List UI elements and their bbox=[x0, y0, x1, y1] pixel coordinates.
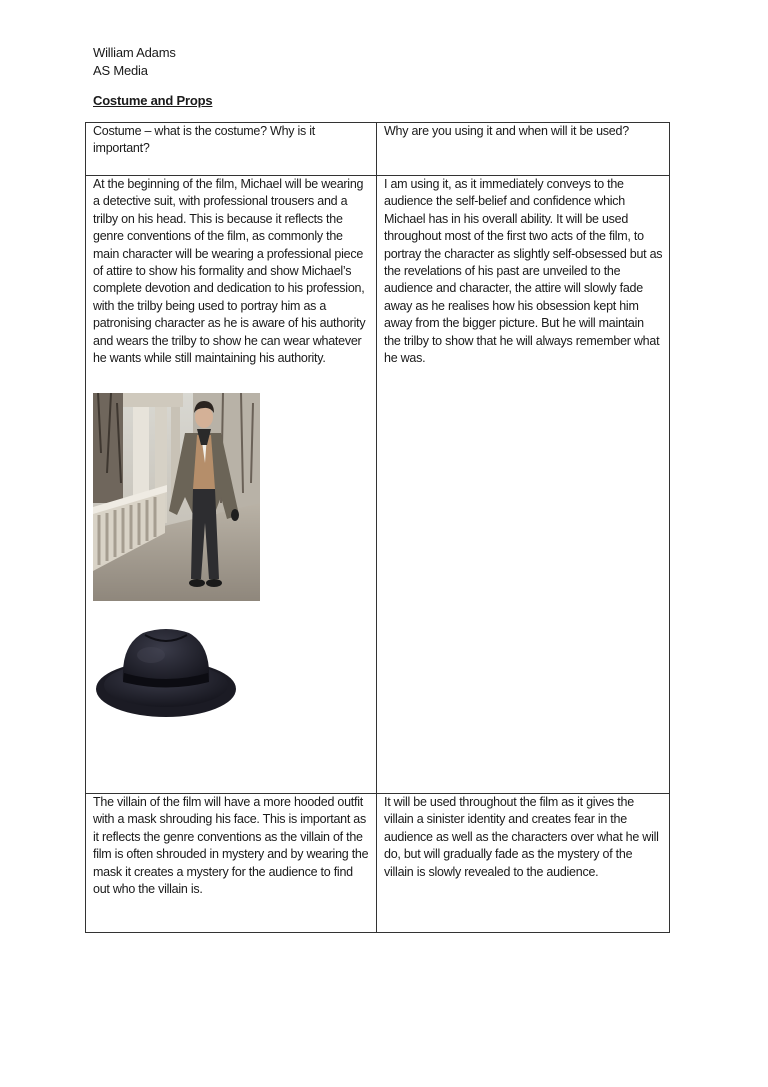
course-name: AS Media bbox=[93, 63, 148, 78]
author-name: William Adams bbox=[93, 45, 176, 60]
document-header bbox=[93, 44, 176, 80]
detective-suit-photo bbox=[93, 393, 260, 601]
header-cell-costume: Costume – what is the costume? Why is it important? bbox=[86, 123, 377, 176]
section-title: Costume and Props bbox=[93, 93, 213, 108]
header-cell-reason: Why are you using it and when will it be used? bbox=[377, 123, 670, 176]
detective-suit-image bbox=[93, 393, 260, 601]
table-header-row bbox=[86, 123, 670, 176]
table-row bbox=[86, 794, 670, 933]
costume-table bbox=[85, 122, 670, 933]
reason-cell: I am using it, as it immediately conveys to the audience the self-belief and confidence which Michael has in his overall ability. It will be used throughout most of the first two acts of the film, to portray the character as slightly self-obsessed but as the revelations of his past are unveiled to the audience and character, the attire will slowly fade away as he realises how his obsession kept him away from the bigger picture. But he will maintain the trilby to show that he will always remember what he was. bbox=[377, 176, 670, 794]
costume-cell bbox=[86, 176, 377, 794]
reason-cell: It will be used throughout the film as it gives the villain a sinister identity and creates fear in the audience as well as the characters over what he will do, but will gradually fade as the mystery of the villain is slowly revealed to the audience. bbox=[377, 794, 670, 933]
table-row bbox=[86, 176, 670, 794]
costume-description: At the beginning of the film, Michael will be wearing a detective suit, with professional trousers and a trilby on his head. This is because it reflects the genre conventions of the film, as commonly the main character will be wearing a professional piece of attire to show his formality and show Michael’s complete devotion and dedication to his profession, with the trilby being used to portray him as a patronising character as he is aware of his authority and wears the trilby to show he can wear whatever he wants while still maintaining his authority. bbox=[93, 177, 366, 366]
trilby-hat-image bbox=[93, 625, 239, 721]
costume-cell: The villain of the film will have a more hooded outfit with a mask shrouding his face. This is important as it reflects the genre conventions as the villain of the film is often shrouded in mystery and by wearing the mask it creates a mystery for the audience to find out who the villain is. bbox=[86, 794, 377, 933]
trilby-hat-photo bbox=[93, 625, 239, 721]
